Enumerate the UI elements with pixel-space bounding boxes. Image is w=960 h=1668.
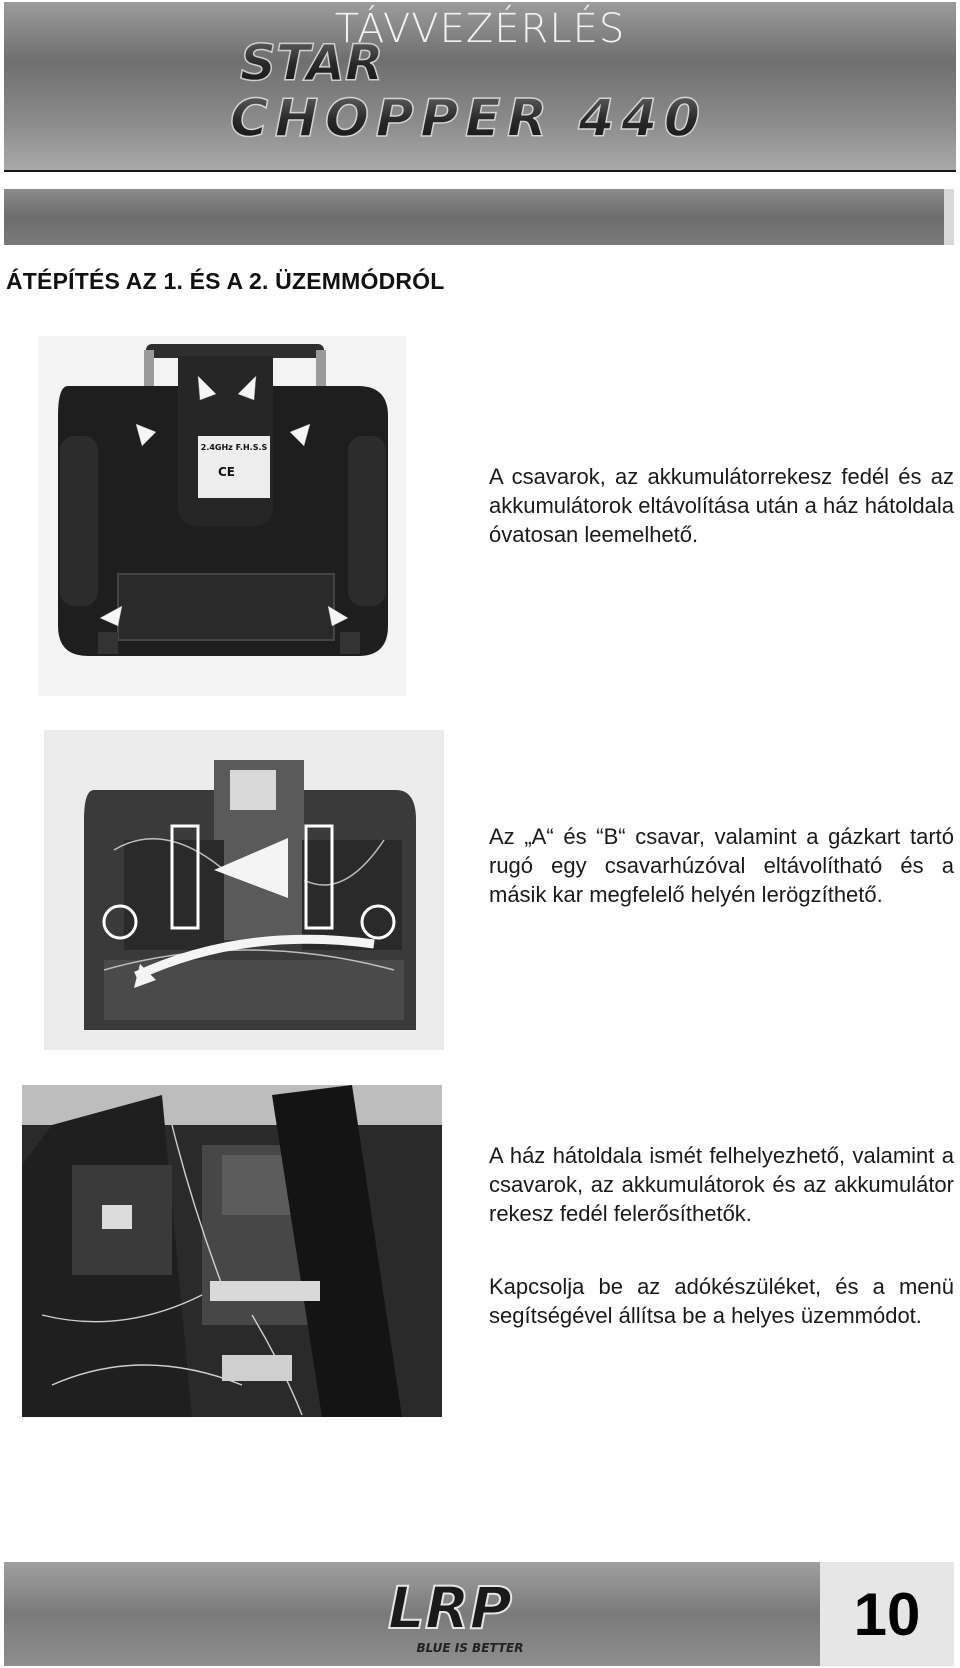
section-bar <box>4 189 954 245</box>
paragraph-4: Kapcsolja be az adókészüléket, és a menü segítségével állítsa be a helyes üzemmódot. <box>489 1274 954 1328</box>
logo-line1: STAR <box>240 34 384 92</box>
paragraph-3: A ház hátoldala ismét felhelyezhető, valamint a csavarok, az akkumulátorok és az akkumulátor rekesz fedél felerősíthetők. <box>489 1143 954 1226</box>
page-number: 10 <box>853 1581 921 1648</box>
logo-line2: CHOPPER 440 <box>230 89 700 149</box>
brand-slogan-text: BLUE IS BETTER <box>416 1641 524 1655</box>
brand-logo <box>340 1572 560 1658</box>
transmitter-inside-photo <box>44 730 444 1050</box>
photo-label-text: 2.4GHz F.H.S.S <box>200 443 268 452</box>
photo-marks-text: CE <box>218 465 236 479</box>
paragraph-2: Az „A“ és “B“ csavar, valamint a gázkart tartó rugó egy csavarhúzóval eltávolítható és a másik kar megfelelő helyén lerögzíthető. <box>489 824 954 907</box>
section-title: TÁVVEZÉRLÉS <box>334 6 626 52</box>
page-heading: ÁTÉPÍTÉS AZ 1. ÉS A 2. ÜZEMMÓDRÓL <box>6 268 445 294</box>
paragraph-1: A csavarok, az akkumulátorrekesz fedél és az akkumulátorok eltávolítása után a ház hátoldala óvatosan leemelhető. <box>489 464 954 547</box>
brand-logo-text: LRP <box>387 1574 513 1642</box>
transmitter-back-photo <box>38 336 406 696</box>
transmitter-reassembly-photo <box>22 1085 442 1417</box>
